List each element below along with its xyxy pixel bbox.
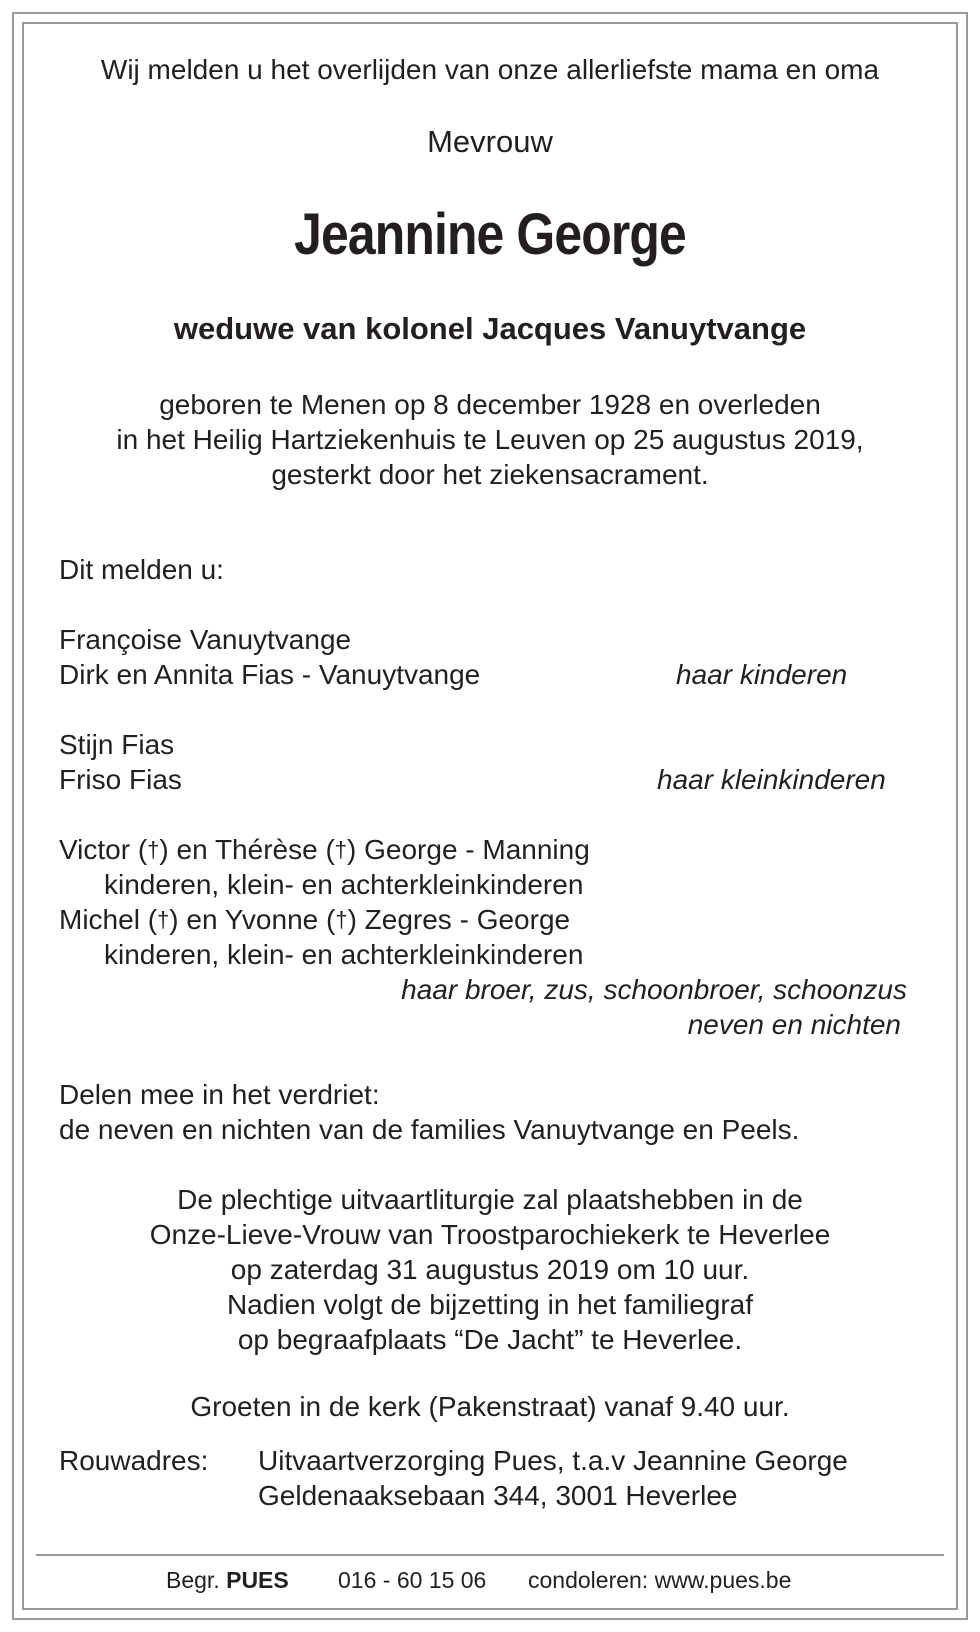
cross-icon: † [147,837,160,862]
funeral-line: op zaterdag 31 augustus 2019 om 10 uur. [230,1254,750,1285]
child-name: Françoise Vanuytvange [59,624,352,655]
salutation: Mevrouw [427,124,553,159]
address-line: Geldenaaksebaan 344, 3001 Heverlee [258,1480,738,1511]
grandchild-name: Stijn Fias [59,729,175,760]
footer-company: PUES [226,1567,289,1593]
footer-funeral-home [166,1565,289,1595]
cross-icon: † [334,837,348,862]
cross-icon: † [157,907,170,932]
address-label: Rouwadres: [59,1445,209,1476]
birth-death-line: in het Heilig Hartziekenhuis te Leuven op 25 augustus 2019, [116,424,864,455]
birth-death-line: geboren te Menen op 8 december 1928 en overleden [159,389,821,420]
sibling-text: Victor ( [59,834,148,865]
sibling-text: Michel ( [59,904,158,935]
funeral-line: De plechtige uitvaartliturgie zal plaatshebben in de [177,1184,803,1215]
funeral-line: Nadien volgt de bijzetting in het familiegraf [226,1289,754,1320]
cross-icon: † [335,907,348,932]
sibling-line [59,833,590,867]
share-heading: Delen mee in het verdriet: [59,1079,380,1110]
footer-begr: Begr. [166,1567,220,1593]
footer-phone: 016 - 60 15 06 [338,1567,487,1593]
sibling-descendants: kinderen, klein- en achterkleinkinderen [104,869,584,900]
grandchildren-relation: haar kleinkinderen [657,764,886,795]
birth-death-line: gesterkt door het ziekensacrament. [271,459,709,490]
grandchild-name: Friso Fias [59,764,182,795]
children-relation: haar kinderen [676,659,848,690]
siblings-relation: haar broer, zus, schoonbroer, schoonzus [401,974,907,1005]
cousins-relation: neven en nichten [687,1009,901,1040]
sibling-text: ) George - Manning [347,834,590,865]
sibling-descendants: kinderen, klein- en achterkleinkinderen [104,939,584,970]
deceased-name: Jeannine George [294,202,686,267]
funeral-line: Onze-Lieve-Vrouw van Troostparochiekerk te Heverlee [149,1219,831,1250]
sibling-text: ) en Thérèse ( [159,834,335,865]
sibling-text: ) Zegres - George [347,904,571,935]
address-line: Uitvaartverzorging Pues, t.a.v Jeannine George [258,1445,848,1476]
child-name: Dirk en Annita Fias - Vanuytvange [59,659,481,690]
sibling-text: ) en Yvonne ( [169,904,336,935]
sibling-line [59,903,570,937]
announce-heading: Dit melden u: [59,554,224,585]
footer-divider [36,1554,944,1556]
intro-text: Wij melden u het overlijden van onze allerliefste mama en oma [100,54,880,85]
widow-of: weduwe van kolonel Jacques Vanuytvange [173,311,807,346]
funeral-line: op begraafplaats “De Jacht” te Heverlee. [237,1324,743,1355]
greeting-text: Groeten in de kerk (Pakenstraat) vanaf 9.40 uur. [190,1391,790,1422]
footer-condolence: condoleren: www.pues.be [528,1567,792,1593]
share-text: de neven en nichten van de families Vanuytvange en Peels. [59,1114,800,1145]
